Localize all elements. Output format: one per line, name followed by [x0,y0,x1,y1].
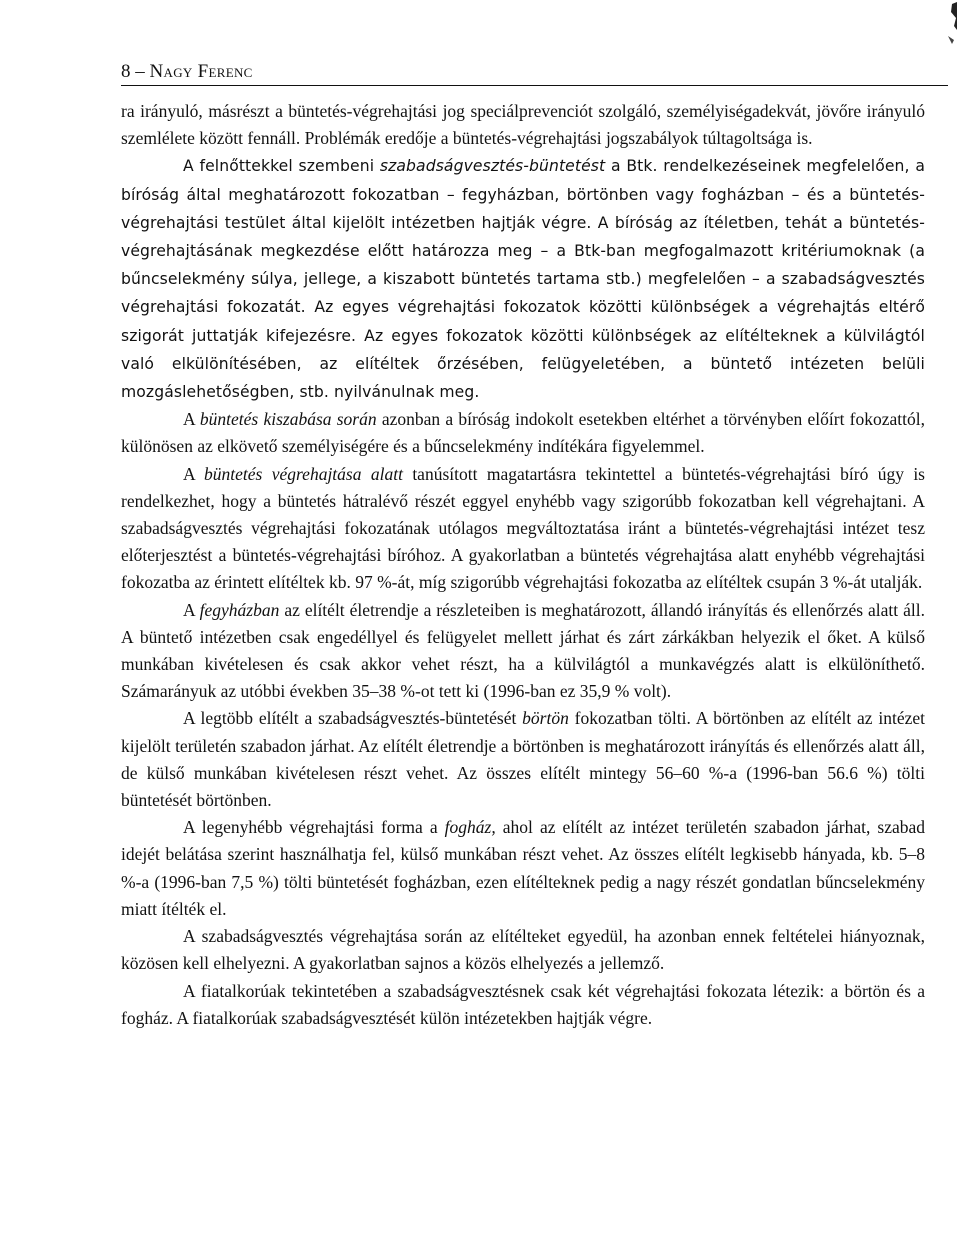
emphasis-text: büntetés végrehajtása alatt [204,463,403,484]
paragraph-text: tanúsított magatartásra tekintettel a büntetés-végrehajtási bíró úgy is rendelkezhet, hogy a büntetés hátralévő részét eggyel enyhébb vagy szigorúbb fokozatban kell végrehajtani. A szabadságvesztés végrehajtási fokozatának utólagos megváltoztatása iránt a büntetés-végrehajtási intézet tesz előterjesztést a büntetés-végrehajtási bíróhoz. A gyakorlatban a büntetés végrehajtása alatt enyhébb végrehajtási fokozatba az érintett elítéltek kb. 97 %-át, míg szigorúbb végrehajtási fokozatba az elítéltek csupán 3 %-át utalják. [121,463,925,593]
paragraph-text: a Btk. rendelkezéseinek megfelelően, a bíróság által meghatározott fokozatban – fegyházban, börtönben vagy fogházban – és a büntetés-végrehajtási testület által kijelölt intézetben hajtják végre. A bíróság az ítéletben, tehát a büntetés-végrehajtásának megkezdése előtt határozza meg – a Btk-ban megfogalmazott kritériumoknak (a bűncselekmény súlya, jellege, a kiszabott büntetés tartama stb.) megfelelően – a szabadságvesztés végrehajtási fokozatát. Az egyes végrehajtási fokozatok közötti különbségek a végrehajtás eltérő szigorát juttatják kifejezésre. Az egyes fokozatok közötti különbségek az elítélteknek a külvilágtól való elkülönítésében, az elítéltek őrzésében, felügyeletében, a büntető intézeten belüli mozgáslehetőségben, stb. nyilvánulnak meg. [121,157,925,402]
paragraph-text: A [183,409,200,430]
author-name: Nagy Ferenc [149,61,253,82]
paragraph [121,152,925,406]
paragraph-text: az elítélt életrendje a részleteiben is meghatározott, állandó irányítás és ellenőrzés alatt áll. A büntető intézetben csak engedéllyel és felügyelet mellett járhat és zárt zárkákban helyezik el őket. A külső munkában kivételesen és csak akkor vehet részt, ha a külvilágtól a munkavégzés alatt is elkülöníthető. Számarányuk az utóbbi években 35–38 %-ot tett ki (1996-ban ez 35,9 % volt). [121,599,925,702]
emphasis-text: büntetés kiszabása során [199,409,377,430]
paragraph-text: ra irányuló, másrészt a büntetés-végrehajtási jog speciálprevenciót szolgáló, személyiségadekvát, jövőre irányuló szemlélete között fennáll. Problémák eredője a büntetés-végrehajtási jogszabályok túltagoltsága is. [121,101,925,149]
paragraph [121,978,925,1032]
paragraph-text: A legtöbb elítélt a szabadságvesztés-büntetését [183,708,523,729]
paragraph [121,705,925,814]
paragraph [121,98,925,152]
paragraph [121,814,925,923]
header-separator: – [130,61,150,82]
paragraph [121,923,925,977]
emphasis-text: szabadságvesztés-büntetést [379,157,606,176]
emphasis-text: börtön [522,708,569,729]
paragraph-text: A [183,463,205,484]
paragraph-text: ahol az elítélt az intézet területén szabadon járhat, szabad idejét belátása szerint használhatja fel, külső munkában részt vehet. Az összes elítélt legkisebb hányada, kb. 5–8 %-a (1996-ban 7,5 %) tölti büntetését fogházban, ezen elítélteknek pedig a nagy részét gondatlan bűncselekmény miatt ítélték el. [121,817,925,919]
emphasis-text: fegyházban [199,599,280,620]
paragraph-text: A legenyhébb végrehajtási forma a [183,817,445,838]
page-number: 8 [121,61,131,82]
paragraph-text: fokozatban tölti. A börtönben az elítélt az intézet kijelölt területén szabadon járhat. Az elítélt életrendje a börtönben is meghatározott irányítás és ellenőrzés alatt áll, de külső munkában kivételesen részt vehet. Az összes elítélt mintegy 56–60 %-a (1996-ban 56.6 %) tölti büntetését börtönben. [121,708,926,811]
paragraph-text: A szabadságvesztés végrehajtása során az elítélteket egyedül, ha azonban ennek feltételei hiányoznak, közösen kell elhelyezni. A gyakorlatban sajnos a közös elhelyezés a jellemző. [121,926,925,974]
paragraph-text: azonban a bíróság indokolt esetekben eltérhet a törvényben előírt fokozattól, különösen az elkövető személyiségére és a bűncselekmény indítékára figyelemmel. [121,409,925,457]
paragraph-text: A [183,599,200,620]
running-header [121,60,948,86]
paragraph [121,597,925,706]
paragraph-text: A felnőttekkel szembeni [183,157,380,176]
body-text [121,98,925,1032]
emphasis-text: fogház, [444,817,496,838]
paragraph [121,461,925,597]
paragraph-text: A fiatalkorúak tekintetében a szabadságvesztésnek csak két végrehajtási fokozata létezik: a börtön és a fogház. A fiatalkorúak szabadságvesztését külön intézetekben hajtják végre. [121,980,925,1028]
paragraph [121,406,925,460]
